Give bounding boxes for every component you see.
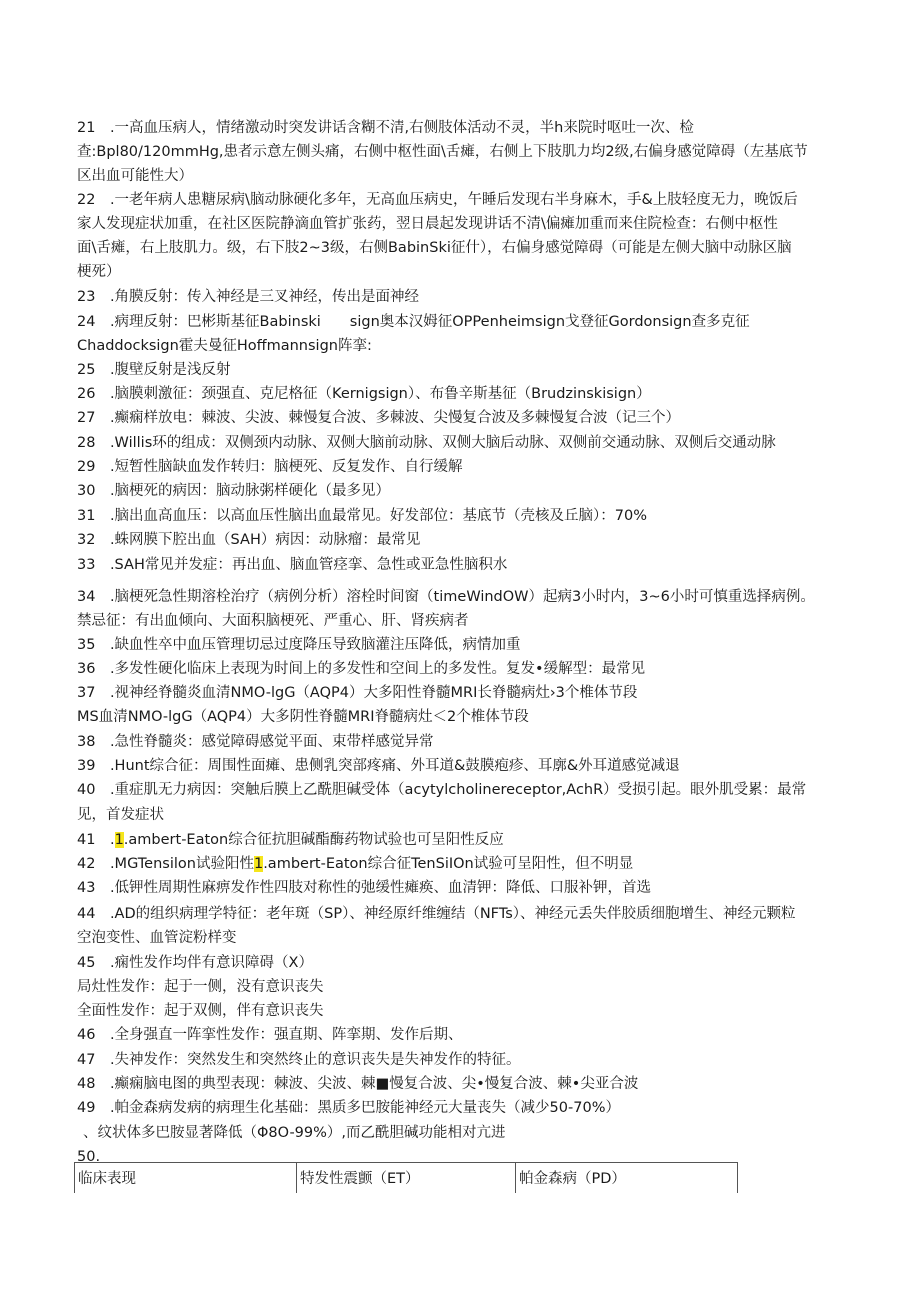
text-line: 34 .脑梗死急性期溶栓治疗（病例分析）溶栓时间窗（timeWindOW）起病3小时内，3~6小时可慎重选择病例。 — [77, 589, 815, 605]
text-line: 29 .短暂性脑缺血发作转归：脑梗死、反复发作、自行缓解 — [77, 459, 463, 475]
text-line: 26 .脑膜刺激征：颈强直、克尼格征（Kernigsign）、布鲁辛斯基征（Brudzinskisign） — [77, 386, 651, 402]
text-line: 35 .缺血性卒中血压管理切忌过度降压导致脑灌注压降低，病情加重 — [77, 637, 521, 653]
text-line: 50. — [77, 1149, 101, 1165]
text-line: 44 .AD的组织病理学特征：老年斑（SP）、神经原纤维缠结（NFTs）、神经元丢失伴胶质细胞增生、神经元颗粒 — [77, 906, 796, 922]
text-line: 禁忌征：有出血倾向、大面积脑梗死、严重心、肝、肾疾病者 — [77, 613, 469, 629]
text-line: 47 .失神发作：突然发生和突然终止的意识丧失是失神发作的特征。 — [77, 1052, 521, 1068]
text-line: 36 .多发性硬化临床上表现为时间上的多发性和空间上的多发性。复发•缓解型：最常见 — [77, 661, 646, 677]
text-line: 28 .Willis环的组成：双侧颈内动脉、双侧大脑前动脉、双侧大脑后动脉、双侧前交通动脉、双侧后交通动脉 — [77, 435, 776, 451]
text-line: 21 .一高血压病人，情绪激动时突发讲话含糊不清,右侧肢体活动不灵，半h来院时呕吐一次、检 — [77, 120, 694, 136]
text-line: 32 .蛛网膜下腔出血（SAH）病因：动脉瘤：最常见 — [77, 532, 421, 548]
text-line: 39 .Hunt综合征：周围性面瘫、患侧乳突部疼痛、外耳道&鼓膜疱疹、耳廓&外耳道感觉减退 — [77, 758, 680, 774]
text-line: 37 .视神经脊髓炎血清NMO-lgG（AQP4）大多阳性脊髓MRI长脊髓病灶›3个椎体节段 — [77, 685, 638, 701]
comparison-table — [74, 1162, 738, 1193]
table-header-cell: 帕金森病（PD） — [516, 1163, 738, 1194]
highlight-mark: 1 — [253, 856, 264, 872]
text-line: 41 .1.ambert-Eaton综合征抗胆碱酯酶药物试验也可呈阳性反应 — [77, 832, 504, 848]
text-line: 见，首发症状 — [77, 807, 164, 823]
text-line: 、纹状体多巴胺显著降低（Φ8O-99%）,而乙酰胆碱功能相对亢进 — [83, 1125, 506, 1141]
text-line: 面\舌瘫，右上肢肌力。级，右下肢2~3级，右侧BabinSki征什），右偏身感觉障碍（可能是左侧大脑中动脉区脑 — [77, 240, 792, 256]
text-line: 40 .重症肌无力病因：突触后膜上乙酰胆碱受体（acytylcholinereceptor,AchR）受损引起。眼外肌受累：最常 — [77, 782, 807, 798]
table-header-cell: 特发性震颤（ET） — [297, 1163, 516, 1194]
text-line: 22 .一老年病人患糖尿病\脑动脉硬化多年，无高血压病史，午睡后发现右半身麻木，手&上肢轻度无力，晚饭后 — [77, 192, 798, 208]
text-line: 33 .SAH常见并发症：再出血、脑血管痉挛、急性或亚急性脑积水 — [77, 557, 508, 573]
table-header-cell: 临床表现 — [75, 1163, 297, 1194]
table-header-row — [75, 1163, 738, 1194]
text-line: 梗死） — [77, 264, 121, 280]
text-line: 49 .帕金森病发病的病理生化基础：黑质多巴胺能神经元大量丧失（减少50-70%） — [77, 1100, 620, 1116]
text-line: 局灶性发作：起于一侧，没有意识丧失 — [77, 979, 324, 995]
text-line: 区出血可能性大） — [77, 168, 193, 184]
text-line: 23 .角膜反射：传入神经是三叉神经，传出是面神经 — [77, 289, 420, 305]
text-line: 31 .脑出血高血压：以高血压性脑出血最常见。好发部位：基底节（壳核及丘脑）：70% — [77, 508, 648, 524]
text-line: 46 .全身强直一阵挛性发作：强直期、阵挛期、发作后期、 — [77, 1027, 463, 1043]
text-line: 30 .脑梗死的病因：脑动脉粥样硬化（最多见） — [77, 483, 391, 499]
text-line: 48 .癫痫脑电图的典型表现：棘波、尖波、棘■慢复合波、尖•慢复合波、棘•尖亚合波 — [77, 1076, 639, 1092]
text-line: 42 .MGTensilon试验阳性1.ambert-Eaton综合征TenSiIOn试验可呈阳性，但不明显 — [77, 856, 634, 872]
text-line: 38 .急性脊髓炎：感觉障碍感觉平面、束带样感觉异常 — [77, 734, 434, 750]
highlight-mark: 1 — [114, 832, 124, 848]
text-line: MS血清NMO-lgG（AQP4）大多阴性脊髓MRI脊髓病灶＜2个椎体节段 — [77, 709, 529, 725]
text-line: 全面性发作：起于双侧，伴有意识丧失 — [77, 1003, 324, 1019]
text-line: Chaddocksign霍夫曼征Hoffmannsign阵挛: — [77, 338, 372, 354]
text-line: 25 .腹壁反射是浅反射 — [77, 362, 231, 378]
text-line: 24 .病理反射：巴彬斯基征Babinski sign奥本汉姆征OPPenheimsign戈登征Gordonsign查多克征 — [77, 314, 750, 330]
text-line: 27 .癫痫样放电：棘波、尖波、棘慢复合波、多棘波、尖慢复合波及多棘慢复合波（记三个） — [77, 410, 681, 426]
text-line: 家人发现症状加重，在社区医院静滴血管扩张药，翌日晨起发现讲话不清\偏瘫加重而来住院检查：右侧中枢性 — [77, 216, 778, 232]
text-line: 空泡变性、血管淀粉样变 — [77, 930, 237, 946]
text-line: 43 .低钾性周期性麻痹发作性四肢对称性的弛缓性瘫痪、血清钾：降低、口服补钾，首选 — [77, 880, 652, 896]
text-line: 45 .痫性发作均伴有意识障碍（X） — [77, 955, 313, 971]
text-line: 查:Bpl80/120mmHg,患者示意左侧头痛，右侧中枢性面\舌瘫，右侧上下肢肌力均2级,右偏身感觉障碍（左基底节 — [77, 144, 808, 160]
